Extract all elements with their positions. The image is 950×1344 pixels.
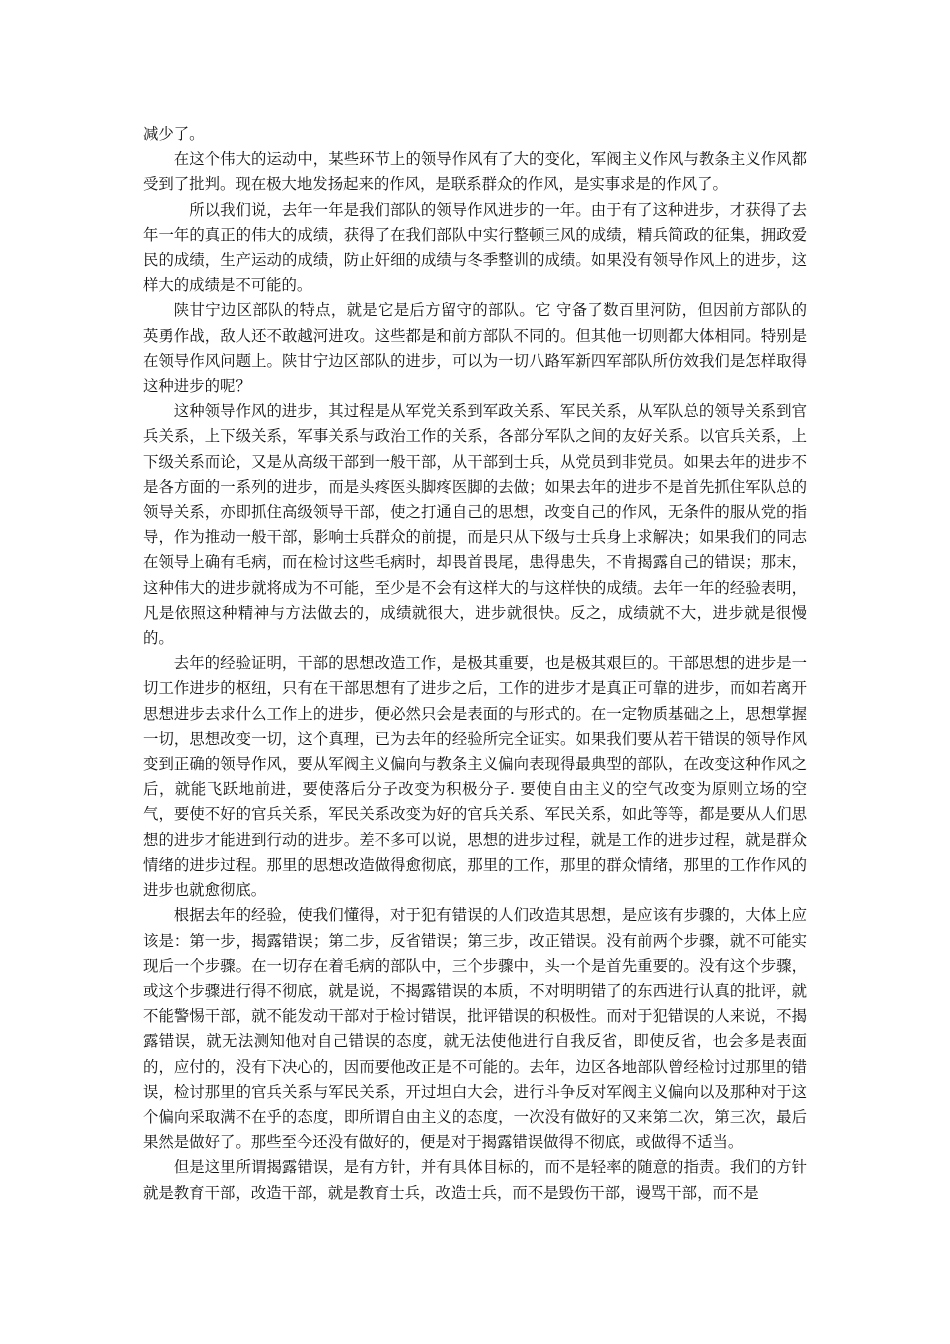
- paragraph-3: 所以我们说，去年一年是我们部队的领导作风进步的一年。由于有了这种进步，才获得了去年一年的真正的伟大的成绩，获得了在我们部队中实行整顿三风的成绩，精兵简政的征集，拥政爱民的成绩，生产运动的成绩，防止奸细的成绩与冬季整训的成绩。如果没有领导作风上的进步，这样大的成绩是不可能的。: [143, 200, 807, 295]
- paragraph-6: 去年的经验证明，干部的思想改造工作，是极其重要，也是极其艰巨的。干部思想的进步是一切工作进步的枢纽，只有在干部思想有了进步之后，工作的进步才是真正可靠的进步，而如若离开思想进步去求什么工作上的进步，便必然只会是表面的与形式的。在一定物质基础之上，思想掌握一切，思想改变一切，这个真理，已为去年的经验所完全证实。如果我们要从若干错误的领导作风变到正确的领导作风，要从军阀主义偏向与教条主义偏向表现得最典型的部队，在改变这种作风之后，就能飞跃地前进，要使落后分子改变为积极分子. 要使自由主义的空气改变为原则立场的空气，要使不好的官兵关系，军民关系改变为好的官兵关系、军民关系，如此等等，都是要从人们思想的进步才能进到行动的进步。差不多可以说，思想的进步过程，就是工作的进步过程，就是群众情绪的进步过程。那里的思想改造做得愈彻底，那里的工作，那里的群众情绪，那里的工作作风的进步也就愈彻底。: [143, 654, 807, 900]
- paragraph-4: 陕甘宁边区部队的特点，就是它是后方留守的部队。它 守备了数百里河防，但因前方部队的英勇作战，敌人还不敢越河进攻。这些都是和前方部队不同的。但其他一切则都大体相同。特别是在领导作风问题上。陕甘宁边区部队的进步，可以为一切八路军新四军部队所仿效我们是怎样取得这种进步的呢？: [143, 301, 807, 396]
- paragraph-7: 根据去年的经验，使我们懂得，对于犯有错误的人们改造其思想，是应该有步骤的，大体上应该是：第一步，揭露错误；第二步，反省错误；第三步，改正错误。没有前两个步骤，就不可能实现后一个步骤。在一切存在着毛病的部队中，三个步骤中，头一个是首先重要的。没有这个步骤，或这个步骤进行得不彻底，就是说，不揭露错误的本质，不对明明错了的东西进行认真的批评，就不能警惕干部，就不能发动干部对于检讨错误，批评错误的积极性。而对于犯错误的人来说，不揭露错误，就无法测知他对自己错误的态度，就无法使他进行自我反省，即使反省，也会多是表面的，应付的，没有下决心的，因而要他改正是不可能的。去年，边区各地部队曾经检讨过那里的错误，检讨那里的官兵关系与军民关系，开过坦白大会，进行斗争反对军阀主义偏向以及那种对于这个偏向采取满不在乎的态度，即所谓自由主义的态度，一次没有做好的又来第二次，第三次，最后果然是做好了。那些至今还没有做好的，便是对于揭露错误做得不彻底，或做得不适当。: [143, 906, 807, 1152]
- paragraph-1: 减少了。: [143, 125, 205, 143]
- paragraph-2: 在这个伟大的运动中，某些环节上的领导作风有了大的变化，军阀主义作风与教条主义作风都受到了批判。现在极大地发扬起来的作风，是联系群众的作风，是实事求是的作风了。: [143, 150, 807, 194]
- paragraph-8: 但是这里所谓揭露错误，是有方针，并有具体目标的，而不是轻率的随意的指责。我们的方针就是教育干部，改造干部，就是教育士兵，改造士兵，而不是毁伤干部，谩骂干部，而不是: [143, 1158, 807, 1202]
- document-body: [143, 122, 807, 1206]
- paragraph-5: 这种领导作风的进步，其过程是从军党关系到军政关系、军民关系，从军队总的领导关系到官兵关系，上下级关系，军事关系与政治工作的关系，各部分军队之间的友好关系。以官兵关系，上下级关系而论，又是从高级干部到一般干部，从干部到士兵，从党员到非党员。如果去年的进步不是各方面的一系列的进步，而是头疼医头脚疼医脚的去做；如果去年的进步不是首先抓住军队总的领导关系，亦即抓住高级领导干部，使之打通自己的思想，改变自己的作风，无条件的服从党的指导，作为推动一般干部，影响士兵群众的前提，而是只从下级与士兵身上求解决；如果我们的同志在领导上确有毛病，而在检讨这些毛病时，却畏首畏尾，患得患失，不肯揭露自己的错误；那末，这种伟大的进步就将成为不可能，至少是不会有这样大的与这样快的成绩。去年一年的经验表明，凡是依照这种精神与方法做去的，成绩就很大，进步就很快。反之，成绩就不大，进步就是很慢的。: [143, 402, 807, 648]
